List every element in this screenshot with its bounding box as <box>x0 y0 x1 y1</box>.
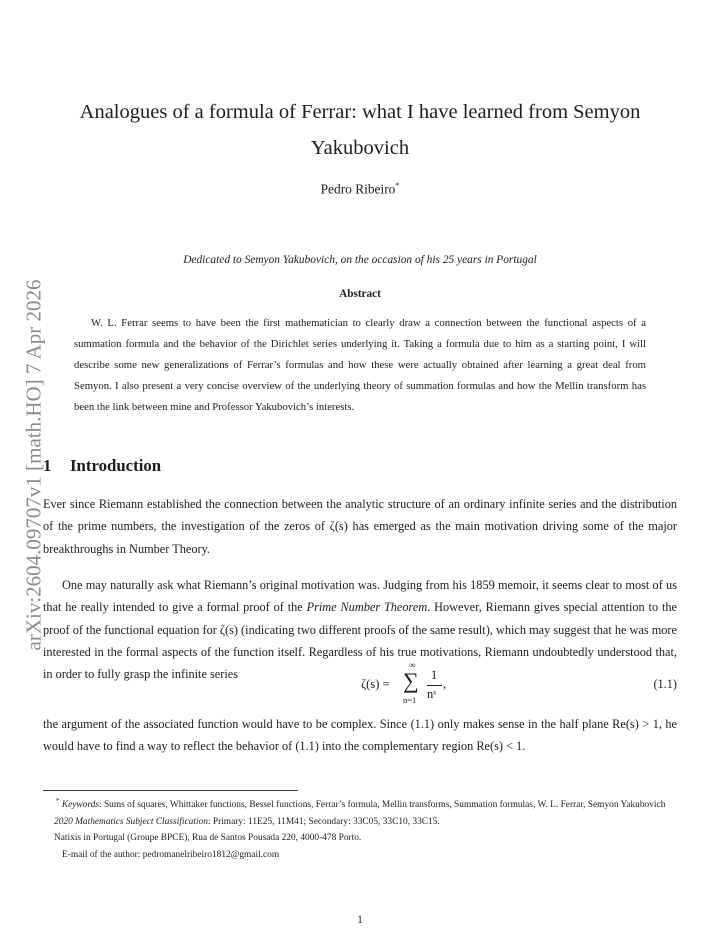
footnote-keywords <box>43 793 677 814</box>
keywords-text: : Sums of squares, Whittaker functions, Bessel functions, Ferrar’s formula, Mellin transforms, Summation formulas, W. L. Ferrar, Semyon Yakubovich <box>99 800 666 811</box>
arxiv-stamp: arXiv:2604.09707v1 [math.HO] 7 Apr 2026 <box>21 279 46 651</box>
footnote-affiliation: Natixis in Portugal (Groupe BPCE), Rua de Santos Pousada 220, 4000-478 Porto. <box>54 833 362 844</box>
paragraph-3: the argument of the associated function would have to be complex. Since (1.1) only makes sense in the half plane Re(s) > 1, he would have to find a way to reflect the behavior of (1.1) into the complementary region Re(s) < 1. <box>43 717 677 754</box>
keywords-label: Keywords <box>61 800 99 811</box>
footnote-keywords-marker: * <box>56 797 60 805</box>
sum-lower-limit: n=1 <box>403 695 417 705</box>
section-number: 1 <box>43 456 52 475</box>
fraction-numerator: 1 <box>431 668 438 682</box>
equation-trail: , <box>443 677 447 691</box>
sum-upper-limit: ∞ <box>409 660 416 670</box>
author-line <box>60 181 660 197</box>
section-title: Introduction <box>70 456 162 475</box>
paper-title: Analogues of a formula of Ferrar: what I have learned from Semyon Yakubovich <box>79 101 641 159</box>
fraction-denominator: nˢ <box>427 687 436 701</box>
paragraph-2-end: . However, Riemann gives special attention to the proof of the functional equation for ζ(s) (indicating two different proofs of the same result), which may suggest that he was more interested in the formal aspects of the function itself. Regardless of his true motivations, Riemann undoubtedly understood that, in order to fully grasp the infinite series <box>43 600 677 682</box>
abstract-text: W. L. Ferrar seems to have been the first mathematician to clearly draw a connection between the functional aspects of a summation formula and the behavior of the Dirichlet series underlying it. Taking a formula due to him as a starting point, I will describe some new generalizations of Ferrar’s formulas and how these were actually obtained after learning a great deal from Semyon. I also present a very concise overview of the underlying theory of summation formulas and how the Mellin transform has been the link between mine and Professor Yakubovich’s interests. <box>74 317 646 413</box>
footnote-msc <box>43 814 677 831</box>
footnotes <box>43 793 677 863</box>
abstract-heading: Abstract <box>339 288 381 300</box>
paragraph-1: Ever since Riemann established the connection between the analytic structure of an ordinary infinite series and the distribution of the prime numbers, the investigation of the zeros of ζ(s) has emerged as the main motivation driving some of the major breakthroughs in Number Theory. <box>43 497 677 556</box>
sum-symbol: ∑ <box>403 668 419 693</box>
footnote-rule <box>43 790 298 791</box>
fraction-bar <box>427 685 442 686</box>
paragraph-2-start: One may naturally ask what Riemann’s original motivation was. Judging from his 1859 memoir, it seems clear to most of us that he really intended to give a formal proof of the <box>43 578 677 615</box>
equation-label: (1.1) <box>653 677 677 691</box>
msc-label: 2020 Mathematics Subject Classification <box>54 816 208 827</box>
dedication: Dedicated to Semyon Yakubovich, on the occasion of his 25 years in Portugal <box>183 254 537 266</box>
section-heading <box>43 456 161 476</box>
emphasis-prime-number-theorem: Prime Number Theorem <box>306 600 428 615</box>
page-number: 1 <box>357 914 363 926</box>
footnote-marker: * <box>395 181 400 190</box>
equation-lhs: ζ(s) = <box>361 677 390 691</box>
msc-text: : Primary: 11E25, 11M41; Secondary: 33C05, 33C10, 33C15. <box>207 816 440 827</box>
footnote-email: E-mail of the author: pedromanelribeiro1812@gmail.com <box>62 849 280 860</box>
equation-1-1 <box>43 660 677 708</box>
author-name: Pedro Ribeiro <box>320 181 396 197</box>
